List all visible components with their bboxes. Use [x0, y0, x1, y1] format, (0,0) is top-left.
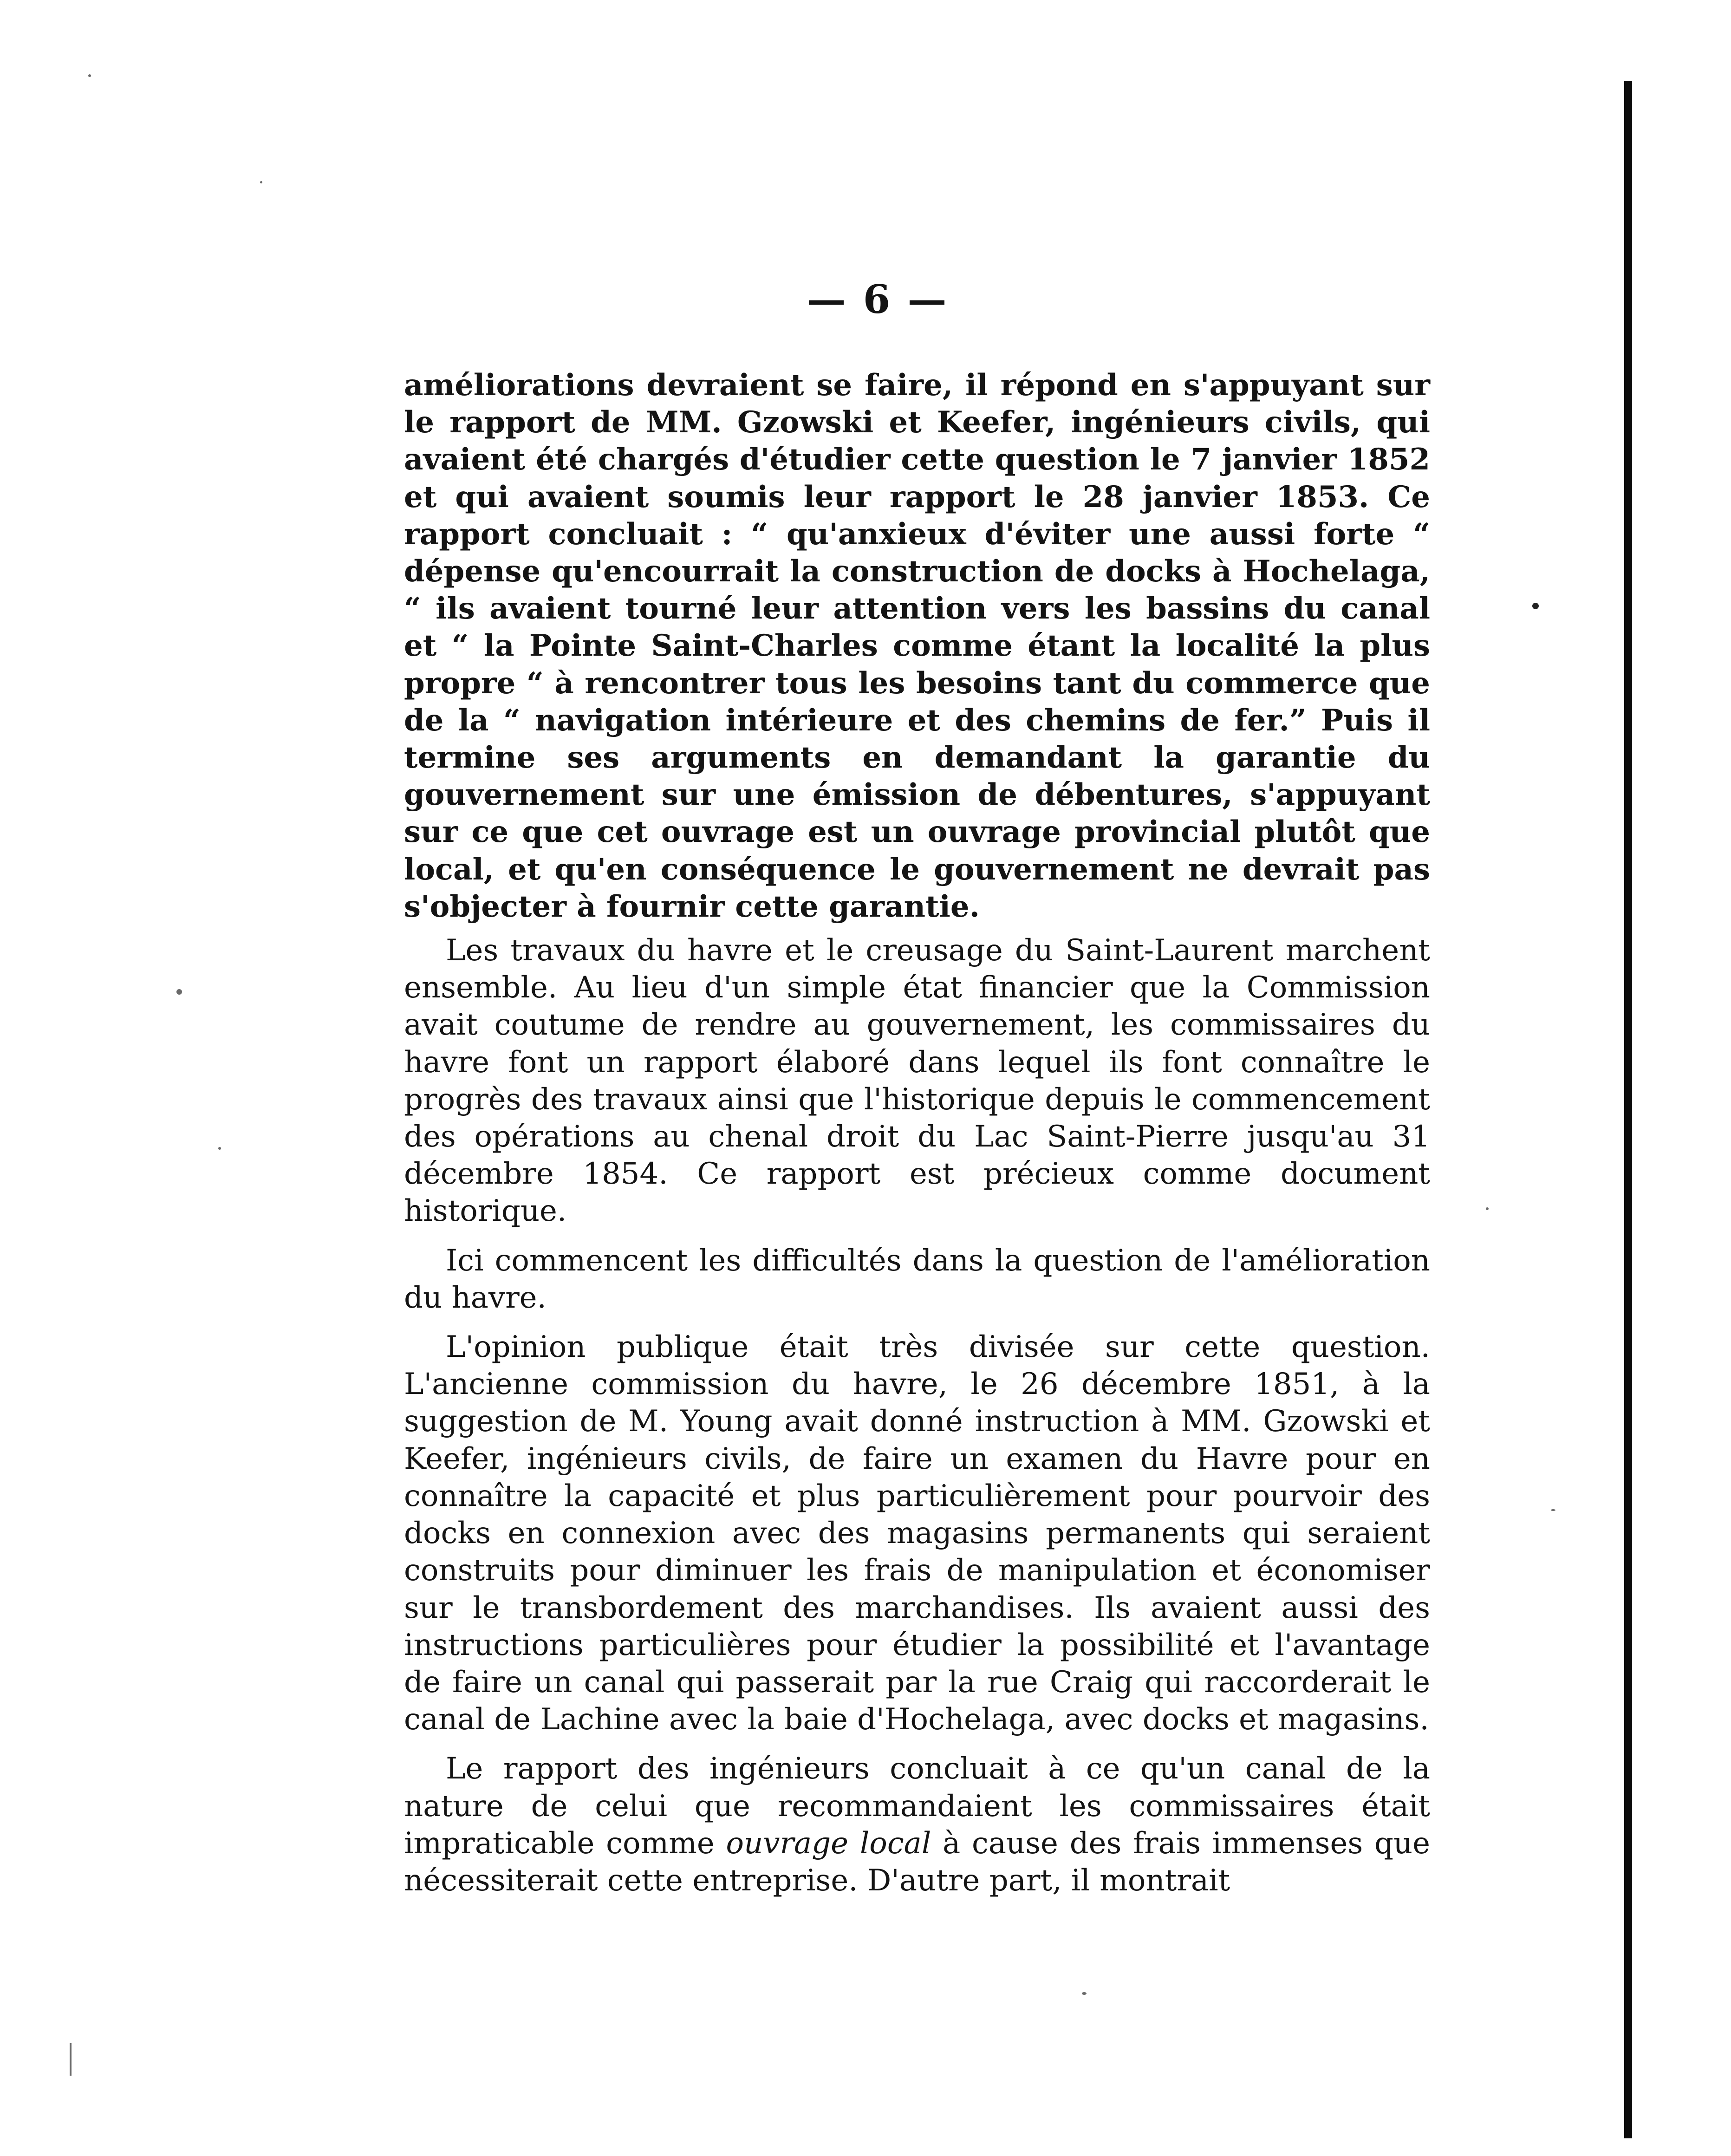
italic-phrase: ouvrage local: [726, 1826, 931, 1861]
paragraph: améliorations devraient se faire, il répond en s'appuyant sur le rapport de MM. Gzowski et Keefer, ingénieurs civils, qui avaient été chargés d'étudier cette question le 7 janvier 1852 et qui avaient soumis leur rapport le 28 janvier 1853. Ce rapport concluait : “ qu'anxieux d'éviter une aussi forte “ dépense qu'encourrait la construction de docks à Hochelaga, “ ils avaient tourné leur attention vers les bassins du canal et “ la Pointe Saint-Charles comme étant la localité la plus propre “ à rencontrer tous les besoins tant du commerce que de la “ navigation intérieure et des chemins de fer.” Puis il termine ses arguments en demandant la garantie du gouvernement sur une émission de débentures, s'appuyant sur ce que cet ouvrage est un ouvrage provincial plutôt que local, et qu'en conséquence le gouvernement ne devrait pas s'objecter à fournir cette garantie.: [404, 368, 1430, 924]
scan-speck: [1551, 1509, 1555, 1511]
scan-speck: [70, 2043, 72, 2076]
paragraph: [404, 1750, 1430, 1899]
paragraph: L'opinion publique était très divisée sur cette question. L'ancienne commission du havre, le 26 décembre 1851, à la suggestion de M. Young avait donné instruction à MM. Gzowski et Keefer, ingénieurs civils, de faire un examen du Havre pour en connaître la capacité et plus particulièrement pour pourvoir des docks en connexion avec des magasins permanents qui seraient construits pour diminuer les frais de manipulation et économiser sur le transbordement des marchandises. Ils avaient aussi des instructions particulières pour étudier la possibilité et l'avantage de faire un canal qui passerait par la rue Craig qui raccorderait le canal de Lachine avec la baie d'Hochelaga, avec docks et magasins.: [404, 1330, 1430, 1737]
paragraph-text: à cause des frais immenses que nécessiterait cette entreprise. D'autre part, il montrait: [404, 1826, 1431, 1898]
paragraph: Les travaux du havre et le creusage du Saint-Laurent marchent ensemble. Au lieu d'un simple état financier que la Commission avait coutume de rendre au gouvernement, les commissaires du havre font un rapport élaboré dans lequel ils font connaître le progrès des travaux ainsi que l'historique depuis le commencement des opérations au chenal droit du Lac Saint-Pierre jusqu'au 31 décembre 1854. Ce rapport est précieux comme document historique.: [404, 933, 1430, 1229]
margin-mark: [1532, 603, 1539, 609]
scan-speck: [1082, 1992, 1087, 1995]
scan-speck: [88, 74, 91, 77]
paragraph: Ici commencent les difficultés dans la question de l'amélioration du havre.: [404, 1243, 1430, 1315]
scan-speck: [176, 989, 182, 995]
paragraph-text: Le rapport des ingénieurs concluait à ce qu'un canal de la nature de celui que recommandaient les commissaires était impraticable comme: [404, 1752, 1430, 1861]
body-text: [404, 367, 1430, 1899]
page-number: — 6 —: [807, 276, 949, 322]
scan-speck: [1486, 1207, 1489, 1210]
page-edge-rule: [1624, 81, 1632, 2138]
scan-speck: [218, 1147, 221, 1150]
scan-speck: [260, 181, 262, 183]
